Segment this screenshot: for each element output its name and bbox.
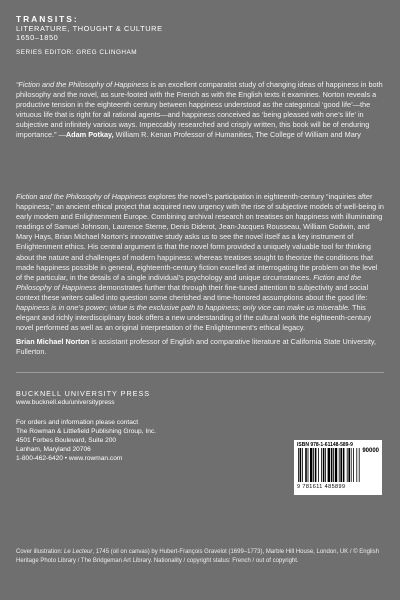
orders-line: 4501 Forbes Boulevard, Suite 200 <box>16 437 117 444</box>
barcode-bar <box>331 448 333 482</box>
author-name: Brian Michael Norton <box>16 337 90 346</box>
barcode-bar <box>359 448 360 482</box>
quote-opening: “Fiction and the Philosophy of Happiness <box>16 80 149 89</box>
series-editor: SERIES EDITOR: GREG CLINGHAM <box>16 49 138 56</box>
barcode-bar <box>343 448 345 482</box>
orders-line: 1-800-462-6420 • www.rowman.com <box>16 455 123 462</box>
description-title: Fiction and the Philosophy of Happiness <box>16 192 147 201</box>
barcode-bar <box>325 448 326 482</box>
barcode-bar <box>313 448 314 482</box>
orders-info <box>16 418 266 463</box>
barcode-bar <box>347 448 348 482</box>
publisher-name: BUCKNELL UNIVERSITY PRESS <box>16 389 151 398</box>
cover-credits <box>16 548 388 565</box>
series-title: TRANSITS: <box>16 14 79 24</box>
publisher-block <box>16 389 266 407</box>
barcode-bar <box>323 448 325 482</box>
barcode-bar <box>340 448 342 482</box>
credits-artwork-title: Le Lecteur <box>64 549 93 555</box>
orders-line: The Rowman & Littlefield Publishing Group, Inc. <box>16 428 157 435</box>
series-info <box>16 14 386 57</box>
isbn-number: ISBN 978-1-61148-589-9 <box>297 442 353 448</box>
quote-text: is an excellent comparatist study of changing ideas of happiness in both philosophy and the novel, as sure-footed with the French as with the English texts it examines. Norton reveals a productive tension in the eighteenth century between happiness understood as the categorical ‘good life’—the virtuous life that is right for all rational agents—and happiness conceived as ‘being pleased with one’s life’ in subjective and infinitely various ways. Impeccably researched and crisply written, this book will be of enduring importance.” — <box>16 80 383 140</box>
author-bio <box>16 337 384 357</box>
book-description <box>16 192 384 333</box>
author-bio-text: is assistant professor of English and comparative literature at California State University, Fullerton. <box>16 337 376 357</box>
barcode-bar <box>300 448 302 482</box>
endorsement-quote <box>16 80 384 141</box>
price-code: 90000 <box>362 448 379 454</box>
credits-text: , 1745 (oil on canvas) by Hubert-François Gravelot (1699–1773), Marble Hill House, London, UK / © English Heritage Photo Library / The Bridgeman Art Library. Nationality / copyright status: French / out of copyright. <box>16 549 379 564</box>
barcode-bar <box>351 448 352 482</box>
credits-prefix: Cover illustration: <box>16 549 65 555</box>
barcode-bar <box>308 448 309 482</box>
quote-author: Adam Potkay, <box>65 130 114 140</box>
publisher-url: www.bucknell.edu/universitypress <box>16 399 115 406</box>
barcode-bar <box>305 448 307 482</box>
orders-line: Lanham, Maryland 20706 <box>16 446 91 453</box>
barcode-bar <box>356 448 357 482</box>
barcode-bar <box>353 448 354 482</box>
barcode-bar <box>335 448 337 482</box>
isbn-barcode <box>294 440 382 495</box>
description-quote: happiness is in one’s power; virtue is the exclusive path to happiness; only vice can make us miserable. <box>16 303 351 313</box>
barcode-bar <box>339 448 340 482</box>
barcode-bar <box>321 448 322 482</box>
description-part3: This elegant and richly interdisciplinary book offers a new understanding of the cultural work the eighteenth-century novel performed as well as an original interpretation of the Enlightenment’s ethical legacy. <box>16 303 372 333</box>
series-years: 1650–1850 <box>16 33 59 42</box>
quote-affiliation: William R. Kenan Professor of Humanities, The College of William and Mary <box>113 130 361 140</box>
barcode-bar <box>298 448 299 482</box>
description-title-repeat: Fiction and the Philosophy of Happiness <box>16 272 362 292</box>
barcode-bar <box>302 448 303 482</box>
barcode-bar <box>310 448 312 482</box>
orders-line: For orders and information please contact <box>16 419 139 426</box>
barcode-bar <box>315 448 317 482</box>
section-divider <box>16 372 384 373</box>
barcode-bar <box>328 448 330 482</box>
barcode-digits: 9 781611 485899 <box>297 484 346 490</box>
barcode-bar <box>318 448 319 482</box>
series-subtitle: LITERATURE, THOUGHT & CULTURE <box>16 24 163 33</box>
description-part1: explores the novel’s participation in eighteenth-century “inquiries after happiness,” an ancient ethical project that acquired new urgency with the rise of subjective models of well-being in early modern and Enlightenment Europe. Combining archival research on treatises on happiness with illuminating readings of Samuel Johnson, Laurence Sterne, Denis Diderot, Jean-Jacques Rousseau, William Godwin, and Mary Hays, Brian Michael Norton’s innovative study asks us to see the novel itself as a key instrument of Enlightenment ethics. His central argument is that the novel form provided a uniquely valuable tool for thinking about the nature and challenges of modern happiness: whereas treatises sought to theorize the conditions that made happiness possible in general, eighteenth-century fiction excelled at interrogating the problem on the level of the particular, in the details of a single individual’s psychology and unique circumstances. <box>16 192 384 282</box>
barcode-bar <box>333 448 334 482</box>
description-part2: demonstrates further that through their fine-tuned attention to subjectivity and social context these writers called into question some cherished and time-honored assumptions about the good life: <box>16 282 369 302</box>
barcode-bar <box>348 448 350 482</box>
